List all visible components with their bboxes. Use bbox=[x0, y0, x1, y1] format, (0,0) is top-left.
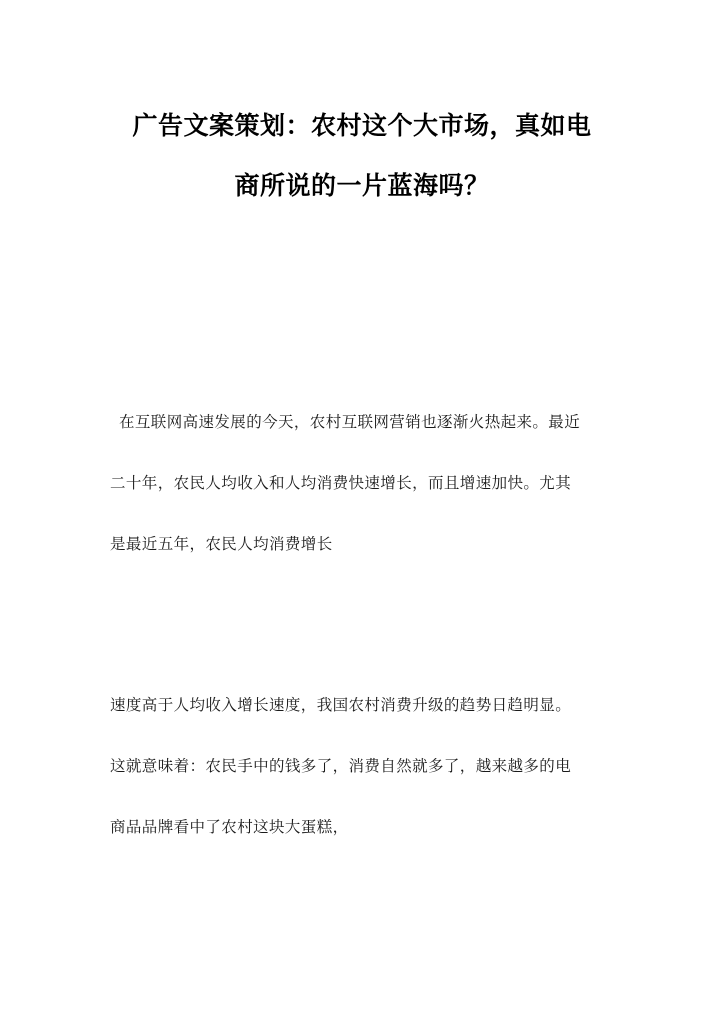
paragraph-2-line-2: 这就意味着：农民手中的钱多了，消费自然就多了，越来越多的电 bbox=[110, 757, 572, 775]
title-line-1: 广告文案策划：农村这个大市场，真如电 bbox=[132, 111, 592, 140]
paragraph-1-line-3: 是最近五年，农民人均消费增长 bbox=[110, 535, 333, 553]
paragraph-2-line-1: 速度高于人均收入增长速度，我国农村消费升级的趋势日趋明显。 bbox=[110, 696, 572, 714]
page-title bbox=[100, 96, 624, 216]
body-paragraph-1 bbox=[110, 392, 616, 575]
body-paragraph-2 bbox=[110, 675, 616, 858]
paragraph-1-line-2: 二十年，农民人均收入和人均消费快速增长，而且增速加快。尤其 bbox=[110, 474, 572, 492]
title-line-2: 商所说的一片蓝海吗？ bbox=[234, 171, 490, 200]
paragraph-1-line-1: 在互联网高速发展的今天，农村互联网营销也逐渐火热起来。最近 bbox=[119, 413, 581, 431]
paragraph-2-line-3: 商品品牌看中了农村这块大蛋糕， bbox=[110, 818, 349, 836]
